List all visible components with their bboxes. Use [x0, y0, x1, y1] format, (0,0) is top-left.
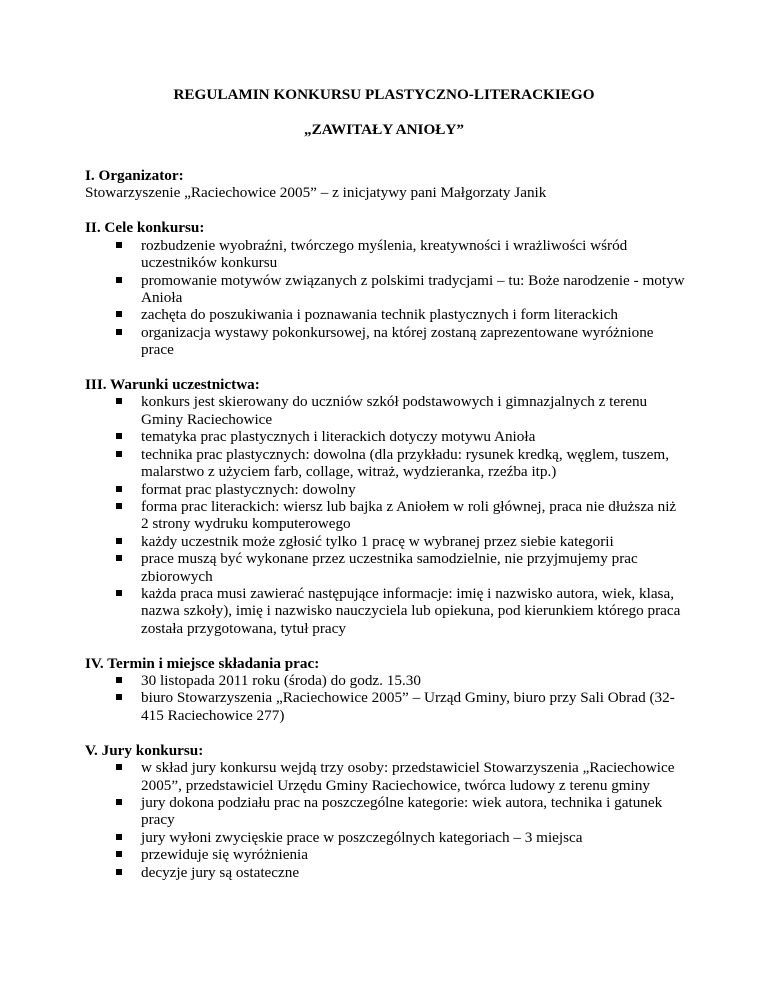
list-item: technika prac plastycznych: dowolna (dla przykładu: rysunek kredką, węglem, tuszem, malarstwo z użyciem farb, collage, witraż, wydzieranka, rzeźba itp.)	[85, 446, 685, 481]
document-subtitle: „ZAWITAŁY ANIOŁY”	[304, 121, 464, 138]
section-deadline	[85, 655, 685, 725]
list-item: każda praca musi zawierać następujące informacje: imię i nazwisko autora, wiek, klasa, nazwa szkoły), imię i nazwisko nauczyciela lub opiekuna, pod kierunkiem którego praca została przygotowana, tytuł pracy	[85, 585, 685, 637]
list-item: konkurs jest skierowany do uczniów szkół podstawowych i gimnazjalnych z terenu Gminy Raciechowice	[85, 393, 685, 428]
section-heading: II. Cele konkursu:	[85, 219, 205, 237]
list-item: 30 listopada 2011 roku (środa) do godz. 15.30	[85, 672, 685, 689]
document-body	[85, 167, 685, 899]
list-item: w skład jury konkursu wejdą trzy osoby: przedstawiciel Stowarzyszenia „Raciechowice 2005”, przedstawiciel Urzędu Gminy Raciechowice, twórca ludowy z terenu gminy	[85, 759, 685, 794]
section-goals	[85, 219, 685, 358]
list-item: jury wyłoni zwycięskie prace w poszczególnych kategoriach – 3 miejsca	[85, 829, 685, 846]
section-heading: I. Organizator:	[85, 167, 184, 184]
list-item: prace muszą być wykonane przez uczestnika samodzielnie, nie przyjmujemy prac zbiorowych	[85, 550, 685, 585]
list-item: tematyka prac plastycznych i literackich dotyczy motywu Anioła	[85, 428, 685, 445]
list-item: promowanie motywów związanych z polskimi tradycjami – tu: Boże narodzenie - motyw Anioła	[85, 272, 685, 307]
section-jury	[85, 742, 685, 881]
section-heading: V. Jury konkursu:	[85, 741, 204, 759]
list-item: przewiduje się wyróżnienia	[85, 846, 685, 863]
list-item: rozbudzenie wyobraźni, twórczego myślenia, kreatywności i wrażliwości wśród uczestników konkursu	[85, 237, 685, 272]
bullet-list	[85, 237, 685, 359]
document-title: REGULAMIN KONKURSU PLASTYCZNO-LITERACKIEGO	[173, 86, 595, 103]
list-item: decyzje jury są ostateczne	[85, 864, 685, 881]
bullet-list	[85, 759, 685, 881]
list-item: organizacja wystawy pokonkursowej, na której zostaną zaprezentowane wyróżnione prace	[85, 324, 685, 359]
bullet-list	[85, 393, 685, 637]
list-item: biuro Stowarzyszenia „Raciechowice 2005” – Urząd Gminy, biuro przy Sali Obrad (32-415 Raciechowice 277)	[85, 689, 685, 724]
section-organizer	[85, 167, 685, 202]
list-item: zachęta do poszukiwania i poznawania technik plastycznych i form literackich	[85, 306, 685, 323]
list-item: każdy uczestnik może zgłosić tylko 1 pracę w wybranej przez siebie kategorii	[85, 533, 685, 550]
list-item: jury dokona podziału prac na poszczególne kategorie: wiek autora, technika i gatunek pracy	[85, 794, 685, 829]
section-text: Stowarzyszenie „Raciechowice 2005” – z inicjatywy pani Małgorzaty Janik	[85, 184, 547, 202]
section-conditions	[85, 376, 685, 637]
bullet-list	[85, 672, 685, 724]
list-item: format prac plastycznych: dowolny	[85, 481, 685, 498]
list-item: forma prac literackich: wiersz lub bajka z Aniołem w roli głównej, praca nie dłuższa niż 2 strony wydruku komputerowego	[85, 498, 685, 533]
section-heading: III. Warunki uczestnictwa:	[85, 376, 260, 394]
section-heading: IV. Termin i miejsce składania prac:	[85, 654, 320, 672]
